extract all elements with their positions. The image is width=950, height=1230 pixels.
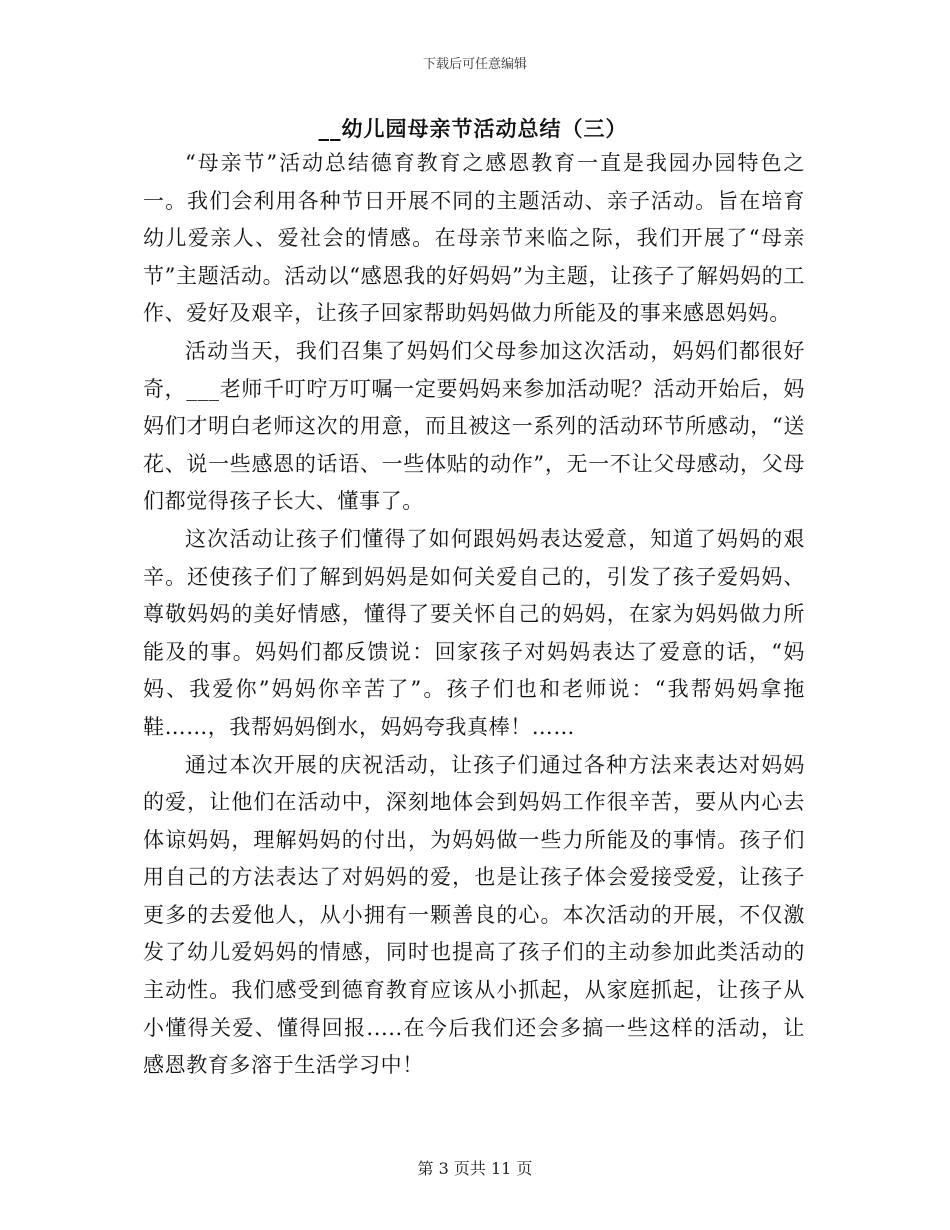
document-title: __幼儿园母亲节活动总结（三） [318, 116, 628, 141]
page-header-note: 下载后可任意编辑 [422, 57, 527, 72]
paragraph-2: 活动当天，我们召集了妈妈们父母参加这次活动，妈妈们都很好奇，___老师千叮咛万叮嘱一定要妈妈来参加活动呢？活动开始后，妈妈们才明白老师这次的用意，而且被这一系列的活动环节所感动，“送花、说一些感恩的话语、一些体贴的动作”，无一不让父母感动，父母们都觉得孩子长大、懂事了。 [143, 338, 805, 514]
paragraph-3: 这次活动让孩子们懂得了如何跟妈妈表达爱意，知道了妈妈的艰辛。还使孩子们了解到妈妈是如何关爱自己的，引发了孩子爱妈妈、尊敬妈妈的美好情感，懂得了要关怀自己的妈妈，在家为妈妈做力所能及的事。妈妈们都反馈说：回家孩子对妈妈表达了爱意的话，“妈妈、我爱你”妈妈你辛苦了”。孩子们也和老师说：“我帮妈妈拿拖鞋……，我帮妈妈倒水，妈妈夸我真棒！…… [143, 526, 805, 739]
page-number: 第 3 页共 11 页 [417, 1159, 533, 1178]
document-body [143, 145, 805, 1085]
paragraph-1: “母亲节”活动总结德育教育之感恩教育一直是我园办园特色之一。我们会利用各种节日开展不同的主题活动、亲子活动。旨在培育幼儿爱亲人、爱社会的情感。在母亲节来临之际，我们开展了“母亲节”主题活动。活动以“感恩我的好妈妈”为主题，让孩子了解妈妈的工作、爱好及艰辛，让孩子回家帮助妈妈做力所能及的事来感恩妈妈。 [143, 151, 805, 326]
paragraph-4: 通过本次开展的庆祝活动，让孩子们通过各种方法来表达对妈妈的爱，让他们在活动中，深刻地体会到妈妈工作很辛苦，要从内心去体谅妈妈，理解妈妈的付出，为妈妈做一些力所能及的事情。孩子们用自己的方法表达了对妈妈的爱，也是让孩子体会爱接受爱，让孩子更多的去爱他人，从小拥有一颗善良的心。本次活动的开展，不仅激发了幼儿爱妈妈的情感，同时也提高了孩子们的主动参加此类活动的主动性。我们感受到德育教育应该从小抓起，从家庭抓起，让孩子从小懂得关爱、懂得回报.....在今后我们还会多搞一些这样的活动，让感恩教育多溶于生活学习中！ [143, 752, 805, 1078]
